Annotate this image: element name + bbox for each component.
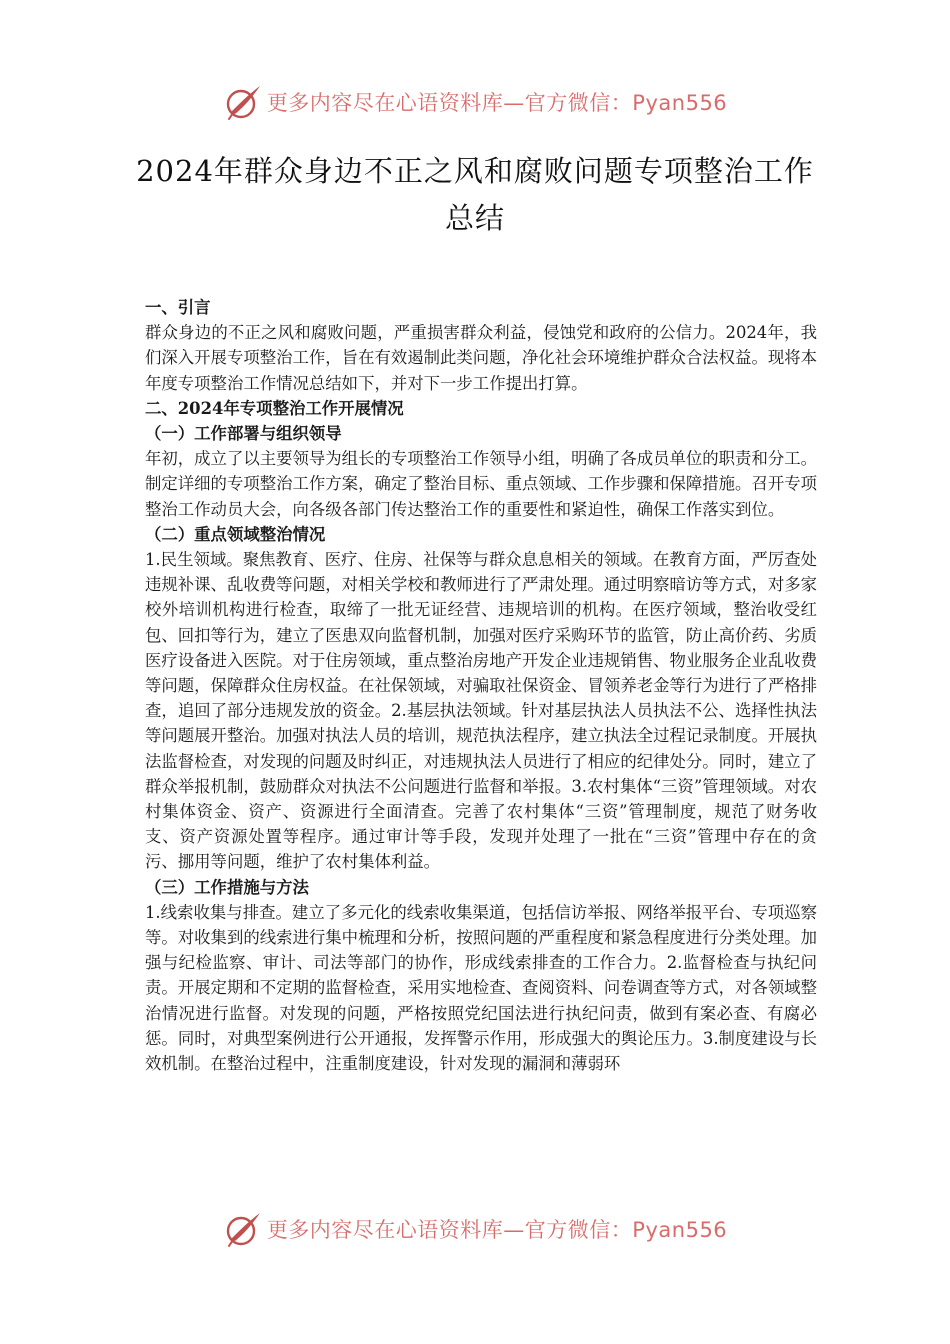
header-watermark-text: 更多内容尽在心语资料库—官方微信：Pyan556 bbox=[266, 91, 728, 115]
document-title bbox=[100, 148, 850, 242]
paragraph: 1.线索收集与排查。建立了多元化的线索收集渠道，包括信访举报、网络举报平台、专项巡察等。对收集到的线索进行集中梳理和分析，按照问题的严重程度和紧急程度进行分类处理。加强与纪检监察、审计、司法等部门的协作，形成线索排查的工作合力。2.监督检查与执纪问责。开展定期和不定期的监督检查，采用实地检查、查阅资料、问卷调查等方式，对各领域整治情况进行监督。对发现的问题，严格按照党纪国法进行执纪问责，做到有案必查、有腐必惩。同时，对典型案例进行公开通报，发挥警示作用，形成强大的舆论压力。3.制度建设与长效机制。在整治过程中，注重制度建设，针对发现的漏洞和薄弱环 bbox=[145, 902, 818, 1074]
title-line-1: 2024年群众身边不正之风和腐败问题专项整治工作 bbox=[136, 154, 814, 188]
paragraph: 年初，成立了以主要领导为组长的专项整治工作领导小组，明确了各成员单位的职责和分工。制定详细的专项整治工作方案，确定了整治目标、重点领域、工作步骤和保障措施。召开专项整治工作动员大会，向各级各部门传达整治工作的重要性和紧迫性，确保工作落实到位。 bbox=[145, 449, 818, 519]
quill-logo-icon bbox=[223, 82, 263, 122]
paragraph: 1.民生领域。聚焦教育、医疗、住房、社保等与群众息息相关的领域。在教育方面，严厉查处违规补课、乱收费等问题，对相关学校和教师进行了严肃处理。通过明察暗访等方式，对多家校外培训机构进行检查，取缔了一批无证经营、违规培训的机构。在医疗领域，整治收受红包、回扣等行为，建立了医患双向监督机制，加强对医疗采购环节的监管，防止高价药、劣质医疗设备进入医院。对于住房领域，重点整治房地产开发企业违规销售、物业服务企业乱收费等问题，保障群众住房权益。在社保领域，对骗取社保资金、冒领养老金等行为进行了严格排查，追回了部分违规发放的资金。2.基层执法领域。针对基层执法人员执法不公、选择性执法等问题展开整治。加强对执法人员的培训，规范执法程序，建立执法全过程记录制度。开展执法监督检查，对发现的问题及时纠正，对违规执法人员进行了相应的纪律处分。同时，建立了群众举报机制，鼓励群众对执法不公问题进行监督和举报。3.农村集体“三资”管理领域。对农村集体资金、资产、资源进行全面清查。完善了农村集体“三资”管理制度，规范了财务收支、资产资源处置等程序。通过审计等手段，发现并处理了一批在“三资”管理中存在的贪污、挪用等问题，维护了农村集体利益。 bbox=[145, 550, 818, 872]
header-watermark-banner bbox=[0, 80, 950, 124]
subsection-heading: （二）重点领域整治情况 bbox=[145, 524, 326, 544]
section-heading: 一、引言 bbox=[145, 298, 211, 317]
footer-watermark-banner bbox=[0, 1207, 950, 1251]
subsection-heading: （三）工作措施与方法 bbox=[145, 877, 309, 897]
section-heading: 二、2024年专项整治工作开展情况 bbox=[145, 398, 404, 418]
quill-logo-icon bbox=[223, 1209, 263, 1249]
document-body bbox=[145, 295, 817, 1076]
footer-watermark-text: 更多内容尽在心语资料库—官方微信：Pyan556 bbox=[266, 1218, 728, 1242]
title-line-2: 总结 bbox=[444, 201, 505, 235]
subsection-heading: （一）工作部署与组织领导 bbox=[145, 424, 342, 444]
paragraph: 群众身边的不正之风和腐败问题，严重损害群众利益，侵蚀党和政府的公信力。2024年，我们深入开展专项整治工作，旨在有效遏制此类问题，净化社会环境维护群众合法权益。现将本年度专项整治工作情况总结如下，并对下一步工作提出打算。 bbox=[145, 323, 818, 393]
